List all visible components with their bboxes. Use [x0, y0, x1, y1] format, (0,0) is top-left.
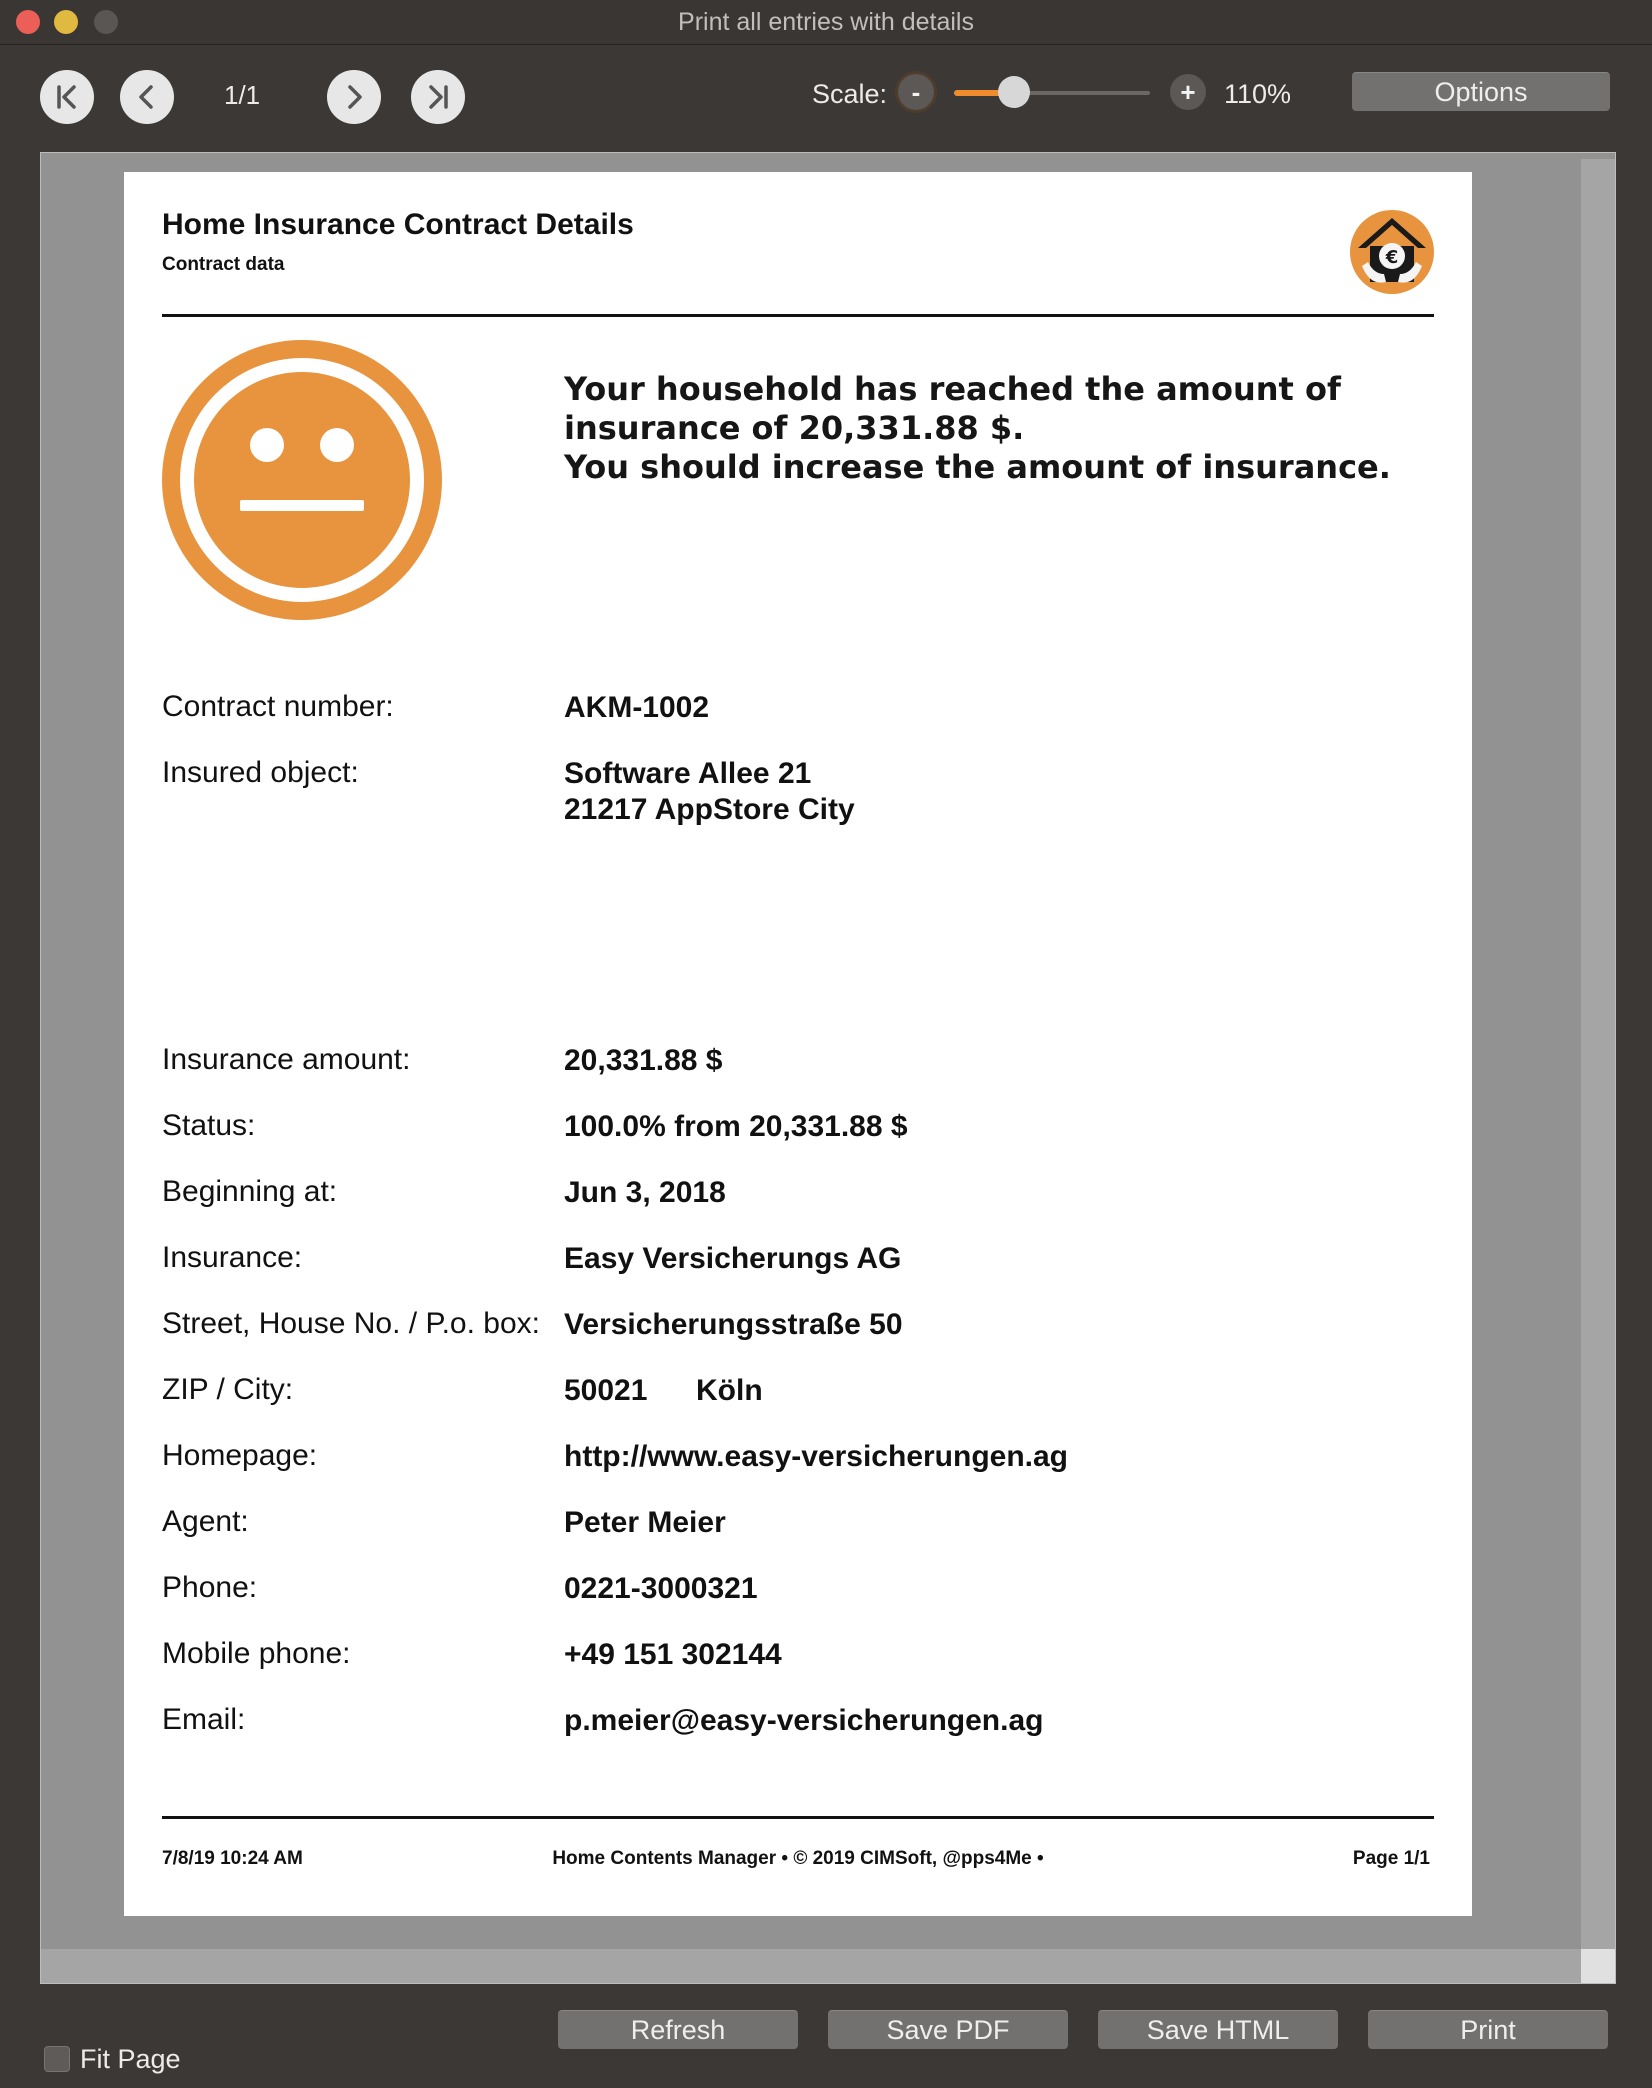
print-button[interactable]: Print [1368, 2010, 1608, 2049]
scrollbar-corner [1581, 1949, 1615, 1983]
field-label: Insurance amount: [162, 1043, 411, 1076]
city-value: Köln [696, 1374, 763, 1407]
first-page-icon [50, 80, 84, 114]
scale-decrease-button[interactable]: - [898, 74, 934, 110]
field-label: Email: [162, 1703, 246, 1736]
field-value: Jun 3, 2018 [564, 1176, 726, 1209]
first-page-button[interactable] [40, 70, 94, 124]
last-page-icon [421, 80, 455, 114]
footer-divider [162, 1816, 1434, 1819]
field-label: Phone: [162, 1571, 258, 1604]
last-page-button[interactable] [411, 70, 465, 124]
title-bar [0, 0, 1652, 45]
field-label: Status: [162, 1109, 256, 1142]
field-value: 20,331.88 $ [564, 1044, 723, 1077]
email-link[interactable]: p.meier@easy-versicherungen.ag [564, 1704, 1044, 1737]
scale-increase-button[interactable]: + [1170, 74, 1206, 110]
field-label: Insured object: [162, 756, 359, 789]
fit-page-label[interactable]: Fit Page [80, 2044, 181, 2074]
footer-copyright: Home Contents Manager • © 2019 CIMSoft, @pps4Me • [552, 1848, 1044, 1869]
footer-date: 7/8/19 10:24 AM [162, 1848, 303, 1869]
address-line: Software Allee 21 [564, 757, 812, 790]
document-subtitle: Contract data [162, 254, 285, 275]
page-indicator: 1/1 [224, 80, 261, 110]
field-label: Insurance: [162, 1241, 303, 1274]
document-title: Home Insurance Contract Details [162, 208, 634, 241]
fit-page-checkbox[interactable] [44, 2046, 70, 2072]
field-value: Versicherungsstraße 50 [564, 1308, 903, 1341]
field-label: Street, House No. / P.o. box: [162, 1307, 540, 1340]
refresh-button[interactable]: Refresh [558, 2010, 798, 2049]
document-page [124, 172, 1472, 1916]
scale-slider-knob[interactable] [998, 76, 1030, 108]
house-euro-logo-icon [1348, 208, 1436, 296]
field-value: Peter Meier [564, 1506, 726, 1539]
header-divider [162, 314, 1434, 317]
field-label: ZIP / City: [162, 1373, 294, 1406]
horizontal-scrollbar[interactable] [41, 1949, 1581, 1983]
status-message-line: You should increase the amount of insurance. [564, 448, 1391, 486]
options-button[interactable]: Options [1352, 72, 1610, 111]
field-label: Mobile phone: [162, 1637, 351, 1670]
previous-page-icon [130, 80, 164, 114]
field-label: Homepage: [162, 1439, 318, 1472]
field-label: Agent: [162, 1505, 249, 1538]
zip-value: 50021 [564, 1374, 648, 1407]
svg-text:€: € [1385, 247, 1399, 268]
status-message-line: Your household has reached the amount of [564, 370, 1341, 408]
scale-label: Scale: [812, 79, 888, 109]
field-value: AKM-1002 [564, 691, 710, 724]
previous-page-button[interactable] [120, 70, 174, 124]
field-value: +49 151 302144 [564, 1638, 782, 1671]
next-page-icon [337, 80, 371, 114]
window-title: Print all entries with details [678, 8, 974, 36]
field-value: 0221-3000321 [564, 1572, 758, 1605]
status-message [564, 370, 1391, 487]
save-html-button[interactable]: Save HTML [1098, 2010, 1338, 2049]
field-label: Contract number: [162, 690, 394, 723]
field-value: 100.0% from 20,331.88 $ [564, 1110, 908, 1143]
field-label: Beginning at: [162, 1175, 338, 1208]
address-line: 21217 AppStore City [564, 793, 855, 826]
next-page-button[interactable] [327, 70, 381, 124]
neutral-face-icon [162, 340, 442, 620]
zoom-value: 110% [1224, 79, 1292, 109]
save-pdf-button[interactable]: Save PDF [828, 2010, 1068, 2049]
footer-page-number: Page 1/1 [1352, 1848, 1430, 1869]
status-message-line: insurance of 20,331.88 $. [564, 409, 1025, 447]
field-value [564, 756, 855, 828]
vertical-scrollbar[interactable] [1581, 159, 1615, 1949]
homepage-link[interactable]: http://www.easy-versicherungen.ag [564, 1440, 1069, 1473]
field-value: Easy Versicherungs AG [564, 1242, 902, 1275]
